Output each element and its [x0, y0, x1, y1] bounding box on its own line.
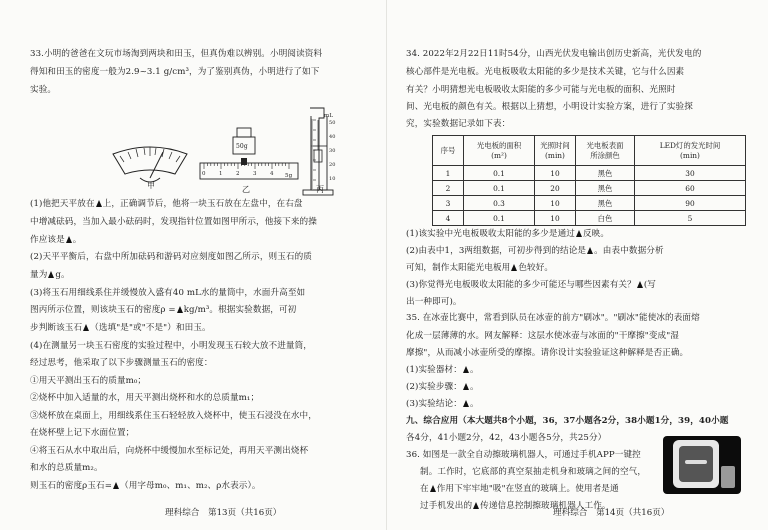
- table-cell: 10: [535, 211, 576, 226]
- right-page-footer: 理科综合 第14页（共16页）: [553, 508, 670, 518]
- q34-line1: 34. 2022年2月22日11时54分，山西光伏发电输出创历史新高，光伏发电的: [406, 49, 702, 59]
- q35-answer-steps: (2)实验步骤： 。: [406, 382, 479, 392]
- q33-part1-line3: 作应该是 。: [30, 235, 82, 245]
- q33-line1: 33.小明的爸爸在文玩市场淘到两块和田玉，但真伪难以辨别。小明阅读资料: [30, 49, 323, 59]
- answer-blank-icon[interactable]: [113, 482, 119, 489]
- robot-icon: [663, 436, 741, 494]
- scale-tick-label: 0: [202, 171, 206, 177]
- cylinder-tick-label: 50: [329, 120, 336, 126]
- left-page-footer: 理科综合 第13页（共16页）: [165, 508, 282, 518]
- q35-answer-materials: (1)实验器材： 。: [406, 365, 479, 375]
- table-header: 光照时间 (min): [535, 136, 576, 166]
- scale-tick-label: 2: [236, 171, 240, 177]
- q36-line1: 36. 如图是一款全自动擦玻璃机器人，可通过手机APP一键控: [406, 450, 641, 460]
- q33-part2-line1: (2)天平平衡后，右盘中所加砝码和游码对应刻度如图乙所示，则玉石的质: [30, 252, 312, 262]
- q33-part3-line1: (3)将玉石用细线系住并缓慢放入盛有40 mL水的量筒中，水面升高至如: [30, 288, 306, 298]
- table-cell: 黑色: [576, 181, 635, 196]
- q33-part4-line1: (4)在测量另一块玉石密度的实验过程中，小明发现玉石较大放不进量筒，: [30, 341, 312, 351]
- answer-blank-icon[interactable]: [463, 366, 469, 373]
- figure-label-jia: 甲: [147, 181, 156, 190]
- table-cell: 10: [535, 196, 576, 211]
- table-cell: 3: [433, 196, 464, 211]
- answer-blank-icon[interactable]: [48, 271, 54, 278]
- table-header: 光电板的面积 (m²): [464, 136, 535, 166]
- q33-step4b: 和水的总质量m₂。: [30, 463, 103, 473]
- answer-blank-icon[interactable]: [637, 281, 643, 288]
- answer-blank-icon[interactable]: [463, 400, 469, 407]
- figure-label-yi: 乙: [242, 185, 251, 194]
- q34-part3-line2: 出一种即可)。: [406, 297, 462, 307]
- q34-part2-line1: (2)由表中1，3两组数据，可初步得到的结论是 。由表中数据分析: [406, 246, 664, 256]
- q36-line2: 制。工作时，它底部的真空泵抽走机身和玻璃之间的空气，: [420, 467, 647, 477]
- q33-step2: ②烧杯中加入适量的水，用天平测出烧杯和水的总质量m₁；: [30, 393, 260, 403]
- answer-blank-icon[interactable]: [576, 230, 582, 237]
- q33-part3-line2: 图丙所示位置，则该块玉石的密度ρ = kg/m³。根据实验数据，可初: [30, 305, 297, 315]
- table-cell: 5: [635, 211, 746, 226]
- q36-line4: 过手机发出的 传递信息控制擦玻璃机器人工作。: [420, 501, 611, 511]
- q33-part1-line2: 中增减砝码，当加入最小砝码时，发现指针位置如图甲所示，他接下来的操: [30, 217, 317, 227]
- section9-heading-line1: 九、综合应用（本大题共8个小题，36，37小题各2分，38小题1分，39，40小题: [406, 416, 729, 426]
- q35-answer-conclusion: (3)实验结论： 。: [406, 399, 479, 409]
- table-cell: 4: [433, 211, 464, 226]
- table-cell: 黑色: [576, 196, 635, 211]
- cylinder-tick-label: 20: [329, 162, 336, 168]
- table-cell: 10: [535, 166, 576, 181]
- table-cell: 白色: [576, 211, 635, 226]
- scale-tick-label: 3: [253, 171, 257, 177]
- q33-step3a: ③烧杯放在桌面上，用细线系住玉石轻轻放入烧杯中，使玉石浸没在水中，: [30, 411, 317, 421]
- weight-label: 50g: [236, 143, 248, 150]
- q33-part2-line2: 量为 g。: [30, 270, 70, 280]
- table-header: 光电板表面 所涂颜色: [576, 136, 635, 166]
- section9-heading-line2: 各4分，41小题2分，42，43小题各5分，共25分）: [406, 433, 607, 443]
- table-cell: 2: [433, 181, 464, 196]
- window-cleaning-robot-photo: [663, 436, 741, 494]
- q34-part1: (1)该实验中光电板吸收太阳能的多少是通过 反映。: [406, 229, 610, 239]
- q33-step1: ①用天平测出玉石的质量m₀；: [30, 376, 147, 386]
- table-cell: 1: [433, 166, 464, 181]
- q34-line3: 有关？小明猜想光电板吸收太阳能的多少可能与光电板的面积、光照时: [406, 85, 676, 95]
- table-cell: 0.1: [464, 166, 535, 181]
- table-cell: 60: [635, 181, 746, 196]
- q33-density-formula: 则玉石的密度ρ玉石= （用字母m₀、m₁、m₂、ρ水表示）。: [30, 481, 261, 491]
- table-cell: 黑色: [576, 166, 635, 181]
- table-cell: 0.1: [464, 181, 535, 196]
- answer-blank-icon[interactable]: [463, 383, 469, 390]
- table-header: LED灯的发光时间 (min): [635, 136, 746, 166]
- answer-blank-icon[interactable]: [83, 324, 89, 331]
- scale-tick-label: 1: [219, 171, 223, 177]
- q35-line1: 35. 在冰壶比赛中，常看到队员在冰壶的前方"刷冰"。"刷冰"能使冰的表面熔: [406, 313, 700, 323]
- q33-step4a: ④将玉石从水中取出后，向烧杯中缓慢加水至标记处，再用天平测出烧杯: [30, 446, 309, 456]
- table-cell: 0.1: [464, 211, 535, 226]
- answer-blank-icon[interactable]: [430, 485, 436, 492]
- q34-line4: 间、光电板的颜色有关。根据以上猜想，小明设计实验方案，进行了实验探: [406, 102, 693, 112]
- q34-part3-line1: (3)你觉得光电板吸收太阳能的多少可能还与哪些因素有关？ (写: [406, 280, 656, 290]
- q34-line5: 究，实验数据记录如下表：: [406, 119, 511, 129]
- q33-step3b: 在烧杯壁上记下水面位置；: [30, 428, 135, 438]
- q34-line2: 核心部件是光电板。光电板吸收太阳能的多少是技术关键，它与什么因素: [406, 67, 685, 77]
- answer-blank-icon[interactable]: [587, 247, 593, 254]
- left-page-body: [30, 0, 380, 530]
- answer-blank-icon[interactable]: [96, 200, 102, 207]
- answer-blank-icon[interactable]: [473, 502, 479, 509]
- table-cell: 30: [635, 166, 746, 181]
- cylinder-tick-label: 40: [329, 134, 336, 140]
- q33-line3: 实验。: [30, 85, 57, 95]
- answer-blank-icon[interactable]: [177, 306, 183, 313]
- q33-part1-line1: (1)他把天平放在 上，正确调节后，他将一块玉石放在左盘中，在右盘: [30, 199, 303, 209]
- q33-part4-line2: 经过思考，他采取了以下步骤测量玉石的密度：: [30, 358, 213, 368]
- q35-line2: 化成一层薄薄的水。网友解释：这层水使冰壶与冰面的"干摩擦"变成"湿: [406, 331, 679, 341]
- answer-blank-icon[interactable]: [66, 236, 72, 243]
- table-cell: 20: [535, 181, 576, 196]
- answer-blank-icon[interactable]: [511, 264, 517, 271]
- table-cell: 0.3: [464, 196, 535, 211]
- q33-line2: 得知和田玉的密度一般为2.9~3.1 g/cm³，为了鉴别真伪，小明进行了如下: [30, 67, 320, 77]
- q36-line3: 在 作用下牢牢地"吸"在竖直的玻璃上。使用者是通: [420, 484, 619, 494]
- table-header: 序号: [433, 136, 464, 166]
- q33-part3-line3: 步判断该玉石 （选填"是"或"不是"）和田玉。: [30, 323, 211, 333]
- q34-part2-line2: 可知，制作太阳能光电板用 色较好。: [406, 263, 554, 273]
- cylinder-unit: mL: [324, 113, 334, 119]
- figure-label-bing: 丙: [316, 185, 325, 194]
- q35-line3: 摩擦"，从而减小冰壶所受的摩擦。请你设计实验验证这种解释是否正确。: [406, 348, 689, 358]
- table-cell: 90: [635, 196, 746, 211]
- cylinder-tick-label: 10: [329, 176, 336, 182]
- cylinder-tick-label: 30: [329, 148, 336, 154]
- scale-tick-label: 4: [270, 171, 274, 177]
- scale-unit: 5g: [285, 173, 293, 179]
- page-fold: [386, 0, 387, 530]
